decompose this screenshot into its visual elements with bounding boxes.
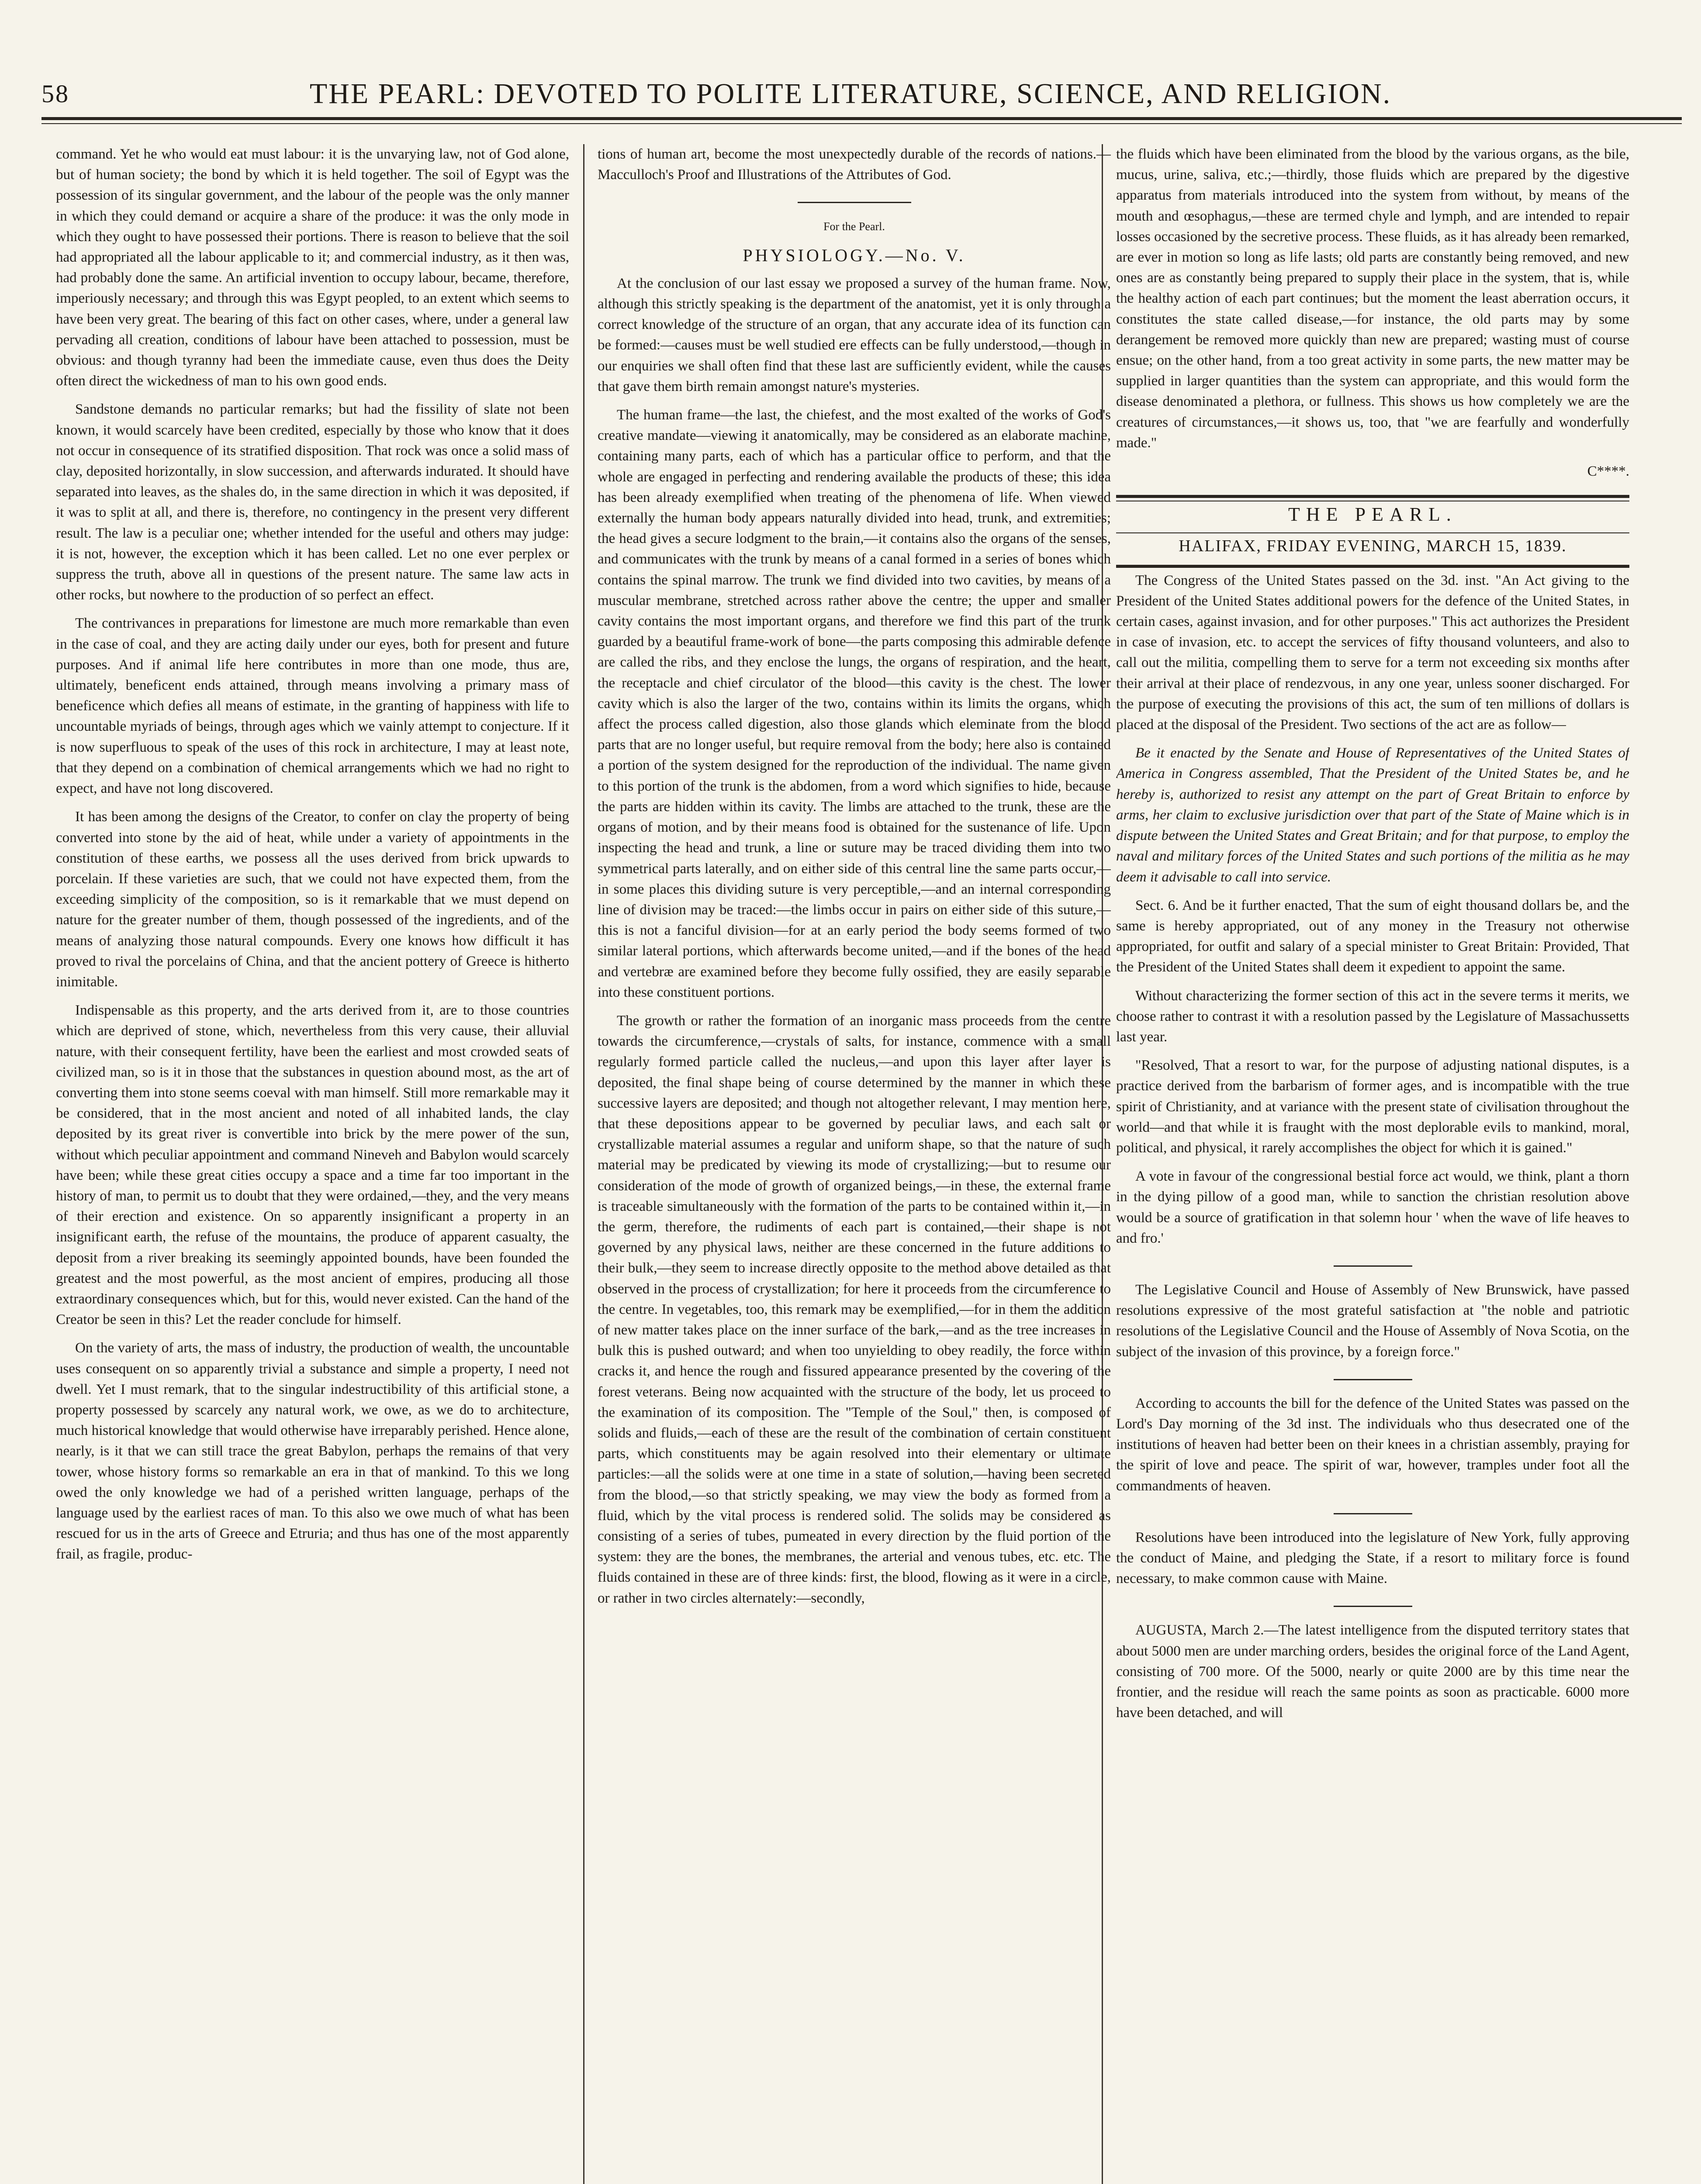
- editorial-paragraph: "Resolved, That a resort to war, for the purpose of adjusting national disputes, is a practice derived from the barbarism of former ages, and is incompatible with the true spirit of Christianity, and at variance with the present state of civilisation throughout the world—and that while it is fraught with the most deplorable evils to mankind, moral, political, and physical, it rarely accomplishes the object for which it is gained.": [1116, 1057, 1629, 1156]
- column-1: [56, 144, 569, 2184]
- article-paragraph: Sandstone demands no particular remarks; but had the fissility of slate not been known, it would scarcely have been credited, especially by those who know that it does not occur in consequence of its stratified disposition. That rock was once a solid mass of clay, deposited horizontally, in slow succession, and afterwards indurated. It should have separated into leaves, as the shales do, in the same direction in which it was deposited, if it was to split at all, and there is, therefore, no contingency in the present very different result. The law is a peculiar one; whether intended for the useful and others may judge: it is not, however, the exception which it has been called. Let no one ever perplex or suppress the truth, above all in questions of the present nature. The same law acts in other rocks, but nowhere to the production of so perfect an effect.: [56, 401, 569, 603]
- article-paragraph: command. Yet he who would eat must labour: it is the unvarying law, not of God alone, but of human society; the bond by which it is held together. The soil of Egypt was the possession of its singular government, and the labour of the people was the only manner in which they could demand or acquire a share of the produce: it was the only mode in which they ought to have possessed their portions. There is reason to believe that the soil had appropriated all the labour applicable to it; and commercial industry, as it then was, had probably done the same. An artificial invention to occupy labour, became, therefore, imperiously necessary; and through this was Egypt peopled, to an extent which seems to have been very great. The bearing of this fact on other cases, where, under a general law pervading all creation, conditions of labour have been attached to possession, must be obvious: and though tyranny had been the immediate cause, even thus does the Deity often direct the wickedness of man to his own good ends.: [56, 146, 569, 389]
- news-item: The Legislative Council and House of Assembly of New Brunswick, have passed resolutions expressive of the most grateful satisfaction at "the noble and patriotic resolutions of the Legislative Council and the House of Assembly of Nova Scotia, on the subject of the invasion of this province, by a foreign force.": [1116, 1282, 1629, 1360]
- article-paragraph: On the variety of arts, the mass of industry, the production of wealth, the uncountable uses consequent on so apparently trivial a substance and simple a property, I need not dwell. Yet I must remark, that to the singular indestructibility of this artificial stone, a property possessed by scarcely any natural work, we owe, as we do to architecture, much historical knowledge that would otherwise have irreparably perished. Hence alone, nearly, is it that we can still trace the great Babylon, perhaps the remains of that very tower, whose history forms so remarkable an era in that of mankind. To this we long owed the only knowledge we had of a perished written language, perhaps of the language used by the earliest races of man. To this also we owe much of what has been rescued for us in the arts of Greece and Etruria; and thus has one of the most apparently frail, as fragile, produc-: [56, 1340, 569, 1562]
- dateline: HALIFAX, FRIDAY EVENING, MARCH 15, 1839.: [1179, 537, 1567, 556]
- page-header: [0, 74, 1701, 114]
- section-separator: [1334, 1379, 1412, 1380]
- article-paragraph: The human frame—the last, the chiefest, and the most exalted of the works of God's creative mandate—viewing it anatomically, may be considered as an elaborate machine, containing many parts, each of which has a particular office to perform, and that the whole are engaged in perfecting and rendering available the products of these; this idea has been already exemplified when treating of the phenomena of life. When viewed externally the human body appears naturally divided into head, trunk, and extremities; the head gives a secure lodgment to the brain,—it contains also the organs of the senses, and communicates with the trunk by means of a canal formed in a series of bones which contains the spinal marrow. The trunk we find divided into two cavities, by means of a muscular membrane, stretched across rather above the centre; the upper and smaller cavity contains the most important organs, and therefore we find this part of the trunk guarded by a beautiful frame-work of bone—the parts composing this admirable defence are called the ribs, and they enclose the lungs, the organs of respiration, and the heart, the receptacle and chief circulator of the blood—this cavity is the chest. The lower cavity which is also the larger of the two, contains within its limits the organs, which affect the process called digestion, also those glands which eleminate from the blood parts that are no longer useful, but require removal from the body; here also is contained a portion of the system designed for the reproduction of the individual. The name given to this portion of the trunk is the abdomen, from a word which signifies to hide, because the parts are hidden within its cavity. The limbs are attached to the trunk, these are the organs of motion, and by their means food is obtained for the sustenance of life. Upon inspecting the head and trunk, a line or suture may be traced dividing them into two symmetrical parts laterally, and on either side of this central line the same parts occur,—in some places this dividing suture is very perceptible,—and an internal corresponding line of division may be traced:—the limbs occur in pairs on either side of this suture,—this is not a fanciful division—for at an early period the body seems formed of two similar lateral portions, which afterwards become united,—and if the bones of the head and vertebræ are examined before they become fully ossified, they are easily separable into these constituent portions.: [598, 407, 1111, 1000]
- article-paragraph: The contrivances in preparations for limestone are much more remarkable than even in the case of coal, and they are acting daily under our eyes, both for present and future purposes. And if animal life here contributes in more than one mode, thus are, ultimately, beneficent ends attained, through means involving a primary mass of beneficence which defies all means of estimate, in the granting of happiness with life to uncountable myriads of beings, through ages which we vainly attempt to conjecture. If it is now superfluous to speak of the uses of this rock in architecture, I may at least note, that they depend on a combination of chemical arrangements which we had no right to expect, and have not long discovered.: [56, 615, 569, 797]
- editorial-paragraph: The Congress of the United States passed on the 3d. inst. "An Act giving to the President of the United States additional powers for the defence of the United States, in certain cases, against invasion, and for other purposes." This act authorizes the President in case of invasion, etc. to accept the services of fifty thousand volunteers, and also to call out the militia, compelling them to serve for a term not exceeding six months after their arrival at their place of rendezvous, in any one year, unless sooner discharged. For the purpose of executing the provisions of this act, the sum of ten millions of dollars is placed at the disposal of the President. Two sections of the act are as follow—: [1116, 572, 1629, 733]
- editorial-rule: [1116, 565, 1629, 568]
- author-signature: C****.: [1587, 463, 1629, 480]
- article-continuation: the fluids which have been eliminated from the blood by the various organs, as the bile, mucus, urine, saliva, etc.;—thirdly, those fluids which are prepared by the digestive apparatus from materials introduced into the system from without, by means of the mouth and œsophagus,—these are termed chyle and lymph, and are intended to repair losses occasioned by the secretive process. These fluids, as it has already been remarked, are ever in motion so long as life lasts; old parts are constantly being removed, and new ones are as constantly being prepared to supply their place in the system, that is, while the healthy action of each part continues; but the moment the least aberration occurs, it constitutes the state called disease,—for instance, the old parts may by some derangement be removed more quickly than new are prepared; wasting must of course ensue; on the other hand, from a too great activity in some parts, the new matter may be supplied in larger quantities than the system can appropriate, and this would form the disease denominated a plethora, or fullness. This shows us how completely we are the creatures of circumstances,—it shows us, too, that "we are fearfully and wonderfully made.": [1116, 146, 1629, 451]
- page-number: 58: [41, 79, 69, 108]
- section-separator: [1334, 1606, 1412, 1607]
- section-separator: [1334, 1513, 1412, 1514]
- article-paragraph: The growth or rather the formation of an inorganic mass proceeds from the centre towards the circumference,—crystals of salts, for instance, commence with a small regularly formed particle called the nucleus,—and upon this layer after layer is deposited, the final shape being of course determined by the manner in which these successive layers are deposited; and though not altogether relevant, I may mention here, that these depositions appear to be governed by peculiar laws, and each salt or crystallizable material assumes a regular and uniform shape, so that the nature of such material may be predicated by viewing its mode of crystallizing;—but to resume our consideration of the mode of growth of organized beings,—in these, the external frame is traceable simultaneously with the formation of the parts to be contained within it,—in the germ, therefore, the rudiments of each part is contained,—their shape is not governed by any physical laws, neither are these concerned in the future additions to their bulk,—they seem to increase directly opposite to the method above detailed as that observed in the process of crystallization; for here it proceeds from the circumference to the centre. In vegetables, too, this remark may be exemplified,—for in them the addition of new matter takes place on the inner surface of the bark,—and as the tree increases in bulk this is pushed outward; and when too unyielding to obey readily, the force within cracks it, and hence the rough and fissured appearance presented by the covering of the forest veterans. Being now acquainted with the structure of the body, let us proceed to the examination of its composition. The "Temple of the Soul," then, is composed of solids and fluids,—each of these are the result of the combination of certain constituent parts, which constituents may be again resolved into their elementary or ultimate particles:—all the solids were at one time in a state of solution,—having been secreted from the blood,—so that strictly speaking, we may view the body as formed from a fluid, which by the vital process is rendered solid. The solids may be considered as consisting of a series of tubes, pumeated in every direction by the fluid portion of the system: they are the bones, the membranes, the arterial and venous tubes, etc. etc. The fluids contained in these are of three kinds: first, the blood, flowing as it were in a circle, or rather in two circles alternately:—secondly,: [598, 1013, 1111, 1606]
- header-rule: [41, 117, 1682, 120]
- editorial-paragraph: Sect. 6. And be it further enacted, That the sum of eight thousand dollars be, and the same is hereby appropriated, out of any money in the Treasury not otherwise appropriated, for outfit and salary of a special minister to Great Britain: Provided, That the President of the United States shall deem it expedient to appoint the same.: [1116, 897, 1629, 975]
- section-separator: [798, 202, 911, 203]
- article-continuation: tions of human art, become the most unexpectedly durable of the records of nations.—Macculloch's Proof and Illustrations of the Attributes of God.: [598, 146, 1111, 183]
- editorial-title: THE PEARL.: [1288, 504, 1457, 525]
- for-the-pearl-note: For the Pearl.: [823, 220, 885, 233]
- editorial-rule-thin: [1116, 532, 1629, 533]
- editorial-paragraph: A vote in favour of the congressional bestial force act would, we think, plant a thorn in the dying pillow of a good man, while to sanction the christian resolution above would be a source of gratification in that solemn hour ' when the wave of life heaves to and fro.': [1116, 1168, 1629, 1246]
- article-paragraph: Indispensable as this property, and the arts derived from it, are to those countries which are deprived of stone, which, nevertheless from this very cause, their alluvial nature, with their consequent fertility, have been the earliest and most crowded seats of civilized man, so is it in those that the substances in question abound most, as the art of converting them into stone seems coeval with man himself. Still more remarkable may it be considered, that in the most ancient and noted of all inhabited lands, the clay deposited by its great river is convertible into brick by the mere power of the sun, without which peculiar appointment and command Nineveh and Babylon would scarcely have been; while these great cities occupy a space and a time far too important in the history of man, to permit us to doubt that they were ordained,—they, and the very means of their erection and existence. On so apparently insignificant a property in an insignificant earth, the refuse of the mountains, the produce of apparent casualty, the deposit from a river breaking its seemingly appointed bounds, have been founded the greatest and the most powerful, as the most ancient of empires, producing all those extraordinary consequences which, but for this, would never existed. Can the hand of the Creator be seen in this? Let the reader conclude for himself.: [56, 1002, 569, 1328]
- column-2: [598, 144, 1111, 2184]
- section-separator: [1334, 1265, 1412, 1267]
- news-item: Resolutions have been introduced into the legislature of New York, fully approving the conduct of Maine, and pledging the State, if a resort to military force is found necessary, to make common cause with Maine.: [1116, 1529, 1629, 1587]
- article-heading: PHYSIOLOGY.—No. V.: [743, 245, 966, 265]
- editorial-rule: [1116, 495, 1629, 498]
- column-3: [1116, 144, 1629, 2184]
- article-paragraph: It has been among the designs of the Creator, to confer on clay the property of being converted into stone by the aid of heat, while under a variety of appointments in the constitution of these earths, we possess all the uses derived from brick upwards to porcelain. If these varieties are such, that we could not have expected them, from the exceeding simplicity of the composition, so is it remarkable that we must depend on nature for the greater number of them, though possessed of the ingredients, and of the means of analyzing those natural compounds. Every one knows how difficult it has proved to rival the porcelains of China, and that the ancient pottery of Greece is hitherto inimitable.: [56, 809, 569, 990]
- news-item: AUGUSTA, March 2.—The latest intelligence from the disputed territory states that about 5000 men are under marching orders, besides the original force of the Land Agent, consisting of 700 more. Of the 5000, nearly or quite 2000 are by this time near the frontier, and the residue will reach the same points as soon as practicable. 6000 more have been detached, and will: [1116, 1622, 1629, 1721]
- article-paragraph: At the conclusion of our last essay we proposed a survey of the human frame. Now, although this strictly speaking is the department of the anatomist, yet it is only through a correct knowledge of the structure of an organ, that any accurate idea of its function can be formed:—causes must be well studied ere effects can be fully understood,—though in our enquiries we shall often find that these last are sufficiently evident, while the causes that gave them birth remain amongst nature's mysteries.: [598, 275, 1111, 394]
- editorial-paragraph: Be it enacted by the Senate and House of Representatives of the United States of America in Congress assembled, That the President of the United States be, and he hereby is, authorized to resist any attempt on the part of Great Britain to enforce by arms, her claim to exclusive jurisdiction over that part of the State of Maine which is in dispute between the United States and Great Britain; and for that purpose, to employ the naval and military forces of the United States and such portions of the militia as he may deem it advisable to call into service.: [1116, 745, 1629, 885]
- column-divider: [583, 144, 584, 2184]
- news-item: According to accounts the bill for the defence of the United States was passed on the Lord's Day morning of the 3d inst. The individuals who thus desecrated one of the institutions of heaven had better been on their knees in a christian assembly, praying for the spirit of love and peace. The spirit of war, however, tramples under foot all the commandments of heaven.: [1116, 1395, 1629, 1494]
- header-rule-thin: [41, 123, 1682, 124]
- editorial-paragraph: Without characterizing the former section of this act in the severe terms it merits, we choose rather to contrast it with a resolution passed by the Legislature of Massachussetts last year.: [1116, 988, 1629, 1045]
- newspaper-title: THE PEARL: DEVOTED TO POLITE LITERATURE, SCIENCE, AND RELIGION.: [309, 78, 1392, 110]
